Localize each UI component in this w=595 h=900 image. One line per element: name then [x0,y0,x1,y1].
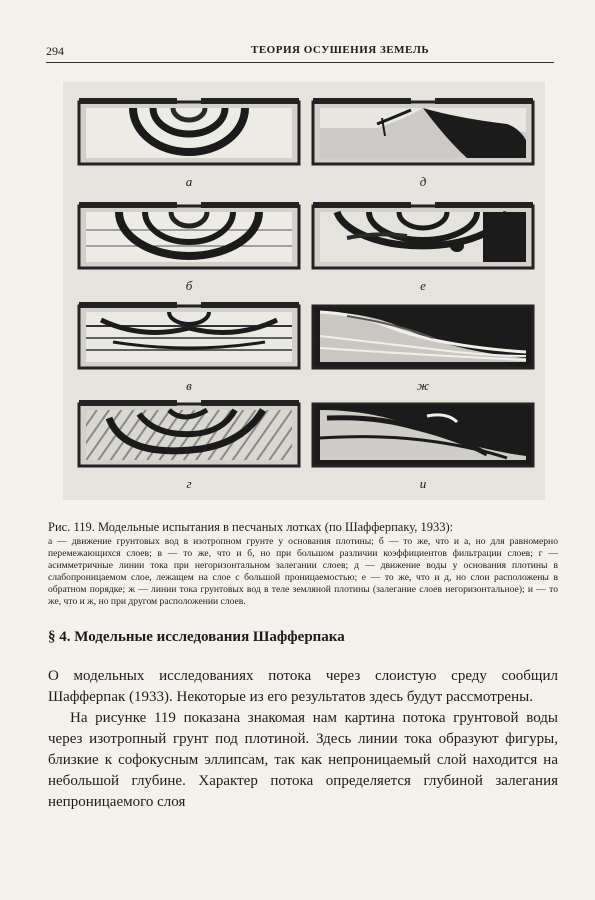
panel-i [307,390,539,493]
panel-label: д [419,174,427,189]
panel-label: а [185,174,193,189]
panel-b [73,192,305,295]
page-header [46,42,554,63]
panel-a [73,88,305,191]
paragraph: О модельных исследованиях потока через слоистую среду сообщил Шафферпак (1933). Некоторые из его результатов здесь будут рассмотрены. [48,668,558,705]
panel-label: и [419,476,427,491]
panel-label: г [186,476,192,491]
panel-g [73,390,305,493]
page-number: 294 [46,44,64,58]
panel-zh [307,292,539,395]
panel-e-image [307,192,539,282]
panel-v-image [73,292,305,382]
panel-label: ж [416,378,430,393]
panel-d [307,88,539,191]
section-heading: § 4. Модельные исследования Шафферпака [48,629,345,645]
panel-label: е [420,278,426,293]
panel-e [307,192,539,295]
panel-i-image [307,390,539,480]
body-text [48,666,558,813]
panel-g-image [73,390,305,480]
panel-label: в [186,378,192,393]
panel-b-image [73,192,305,282]
running-title: ТЕОРИЯ ОСУШЕНИЯ ЗЕМЕЛЬ [251,44,430,56]
figure-caption [48,520,558,608]
figure-119 [63,82,545,500]
panel-v [73,292,305,395]
panel-label: б [185,278,193,293]
paragraph: На рисунке 119 показана знакомая нам картина потока грунтовой воды через изотропный грунт под плотиной. Здесь линии тока образуют фигуры, близкие к софокусным эллипсам, так как непроницаемый слой находится на небольшой глубине. Характер потока определяется глубиной залегания непроницаемого слоя [48,710,558,810]
caption-body: а — движение грунтовых вод в изотропном грунте у основания плотины; б — то же, что и а, но для равномерно перемежающихся слоев; в — то же, что и б, но при большом различии коэффициентов фильтрации слоев; г — асимметричные линии тока при негоризонтальном залегании слоев; д — движение воды у основания плотины в слабопроницаемом слое, лежащем на слое с большой проницаемостью; е — то же, что и д, но слои расположены в обратном порядке; ж — линии тока грунтовых вод в теле земляной плотины (залегание слоев негоризонтальное); и — то же, что и ж, но при другом расположении слоев. [48,536,558,607]
panel-a-image [73,88,305,178]
panel-d-image [307,88,539,178]
caption-title: Рис. 119. Модельные испытания в песчаных лотках (по Шафферпаку, 1933): [48,520,454,534]
panel-zh-image [307,292,539,382]
